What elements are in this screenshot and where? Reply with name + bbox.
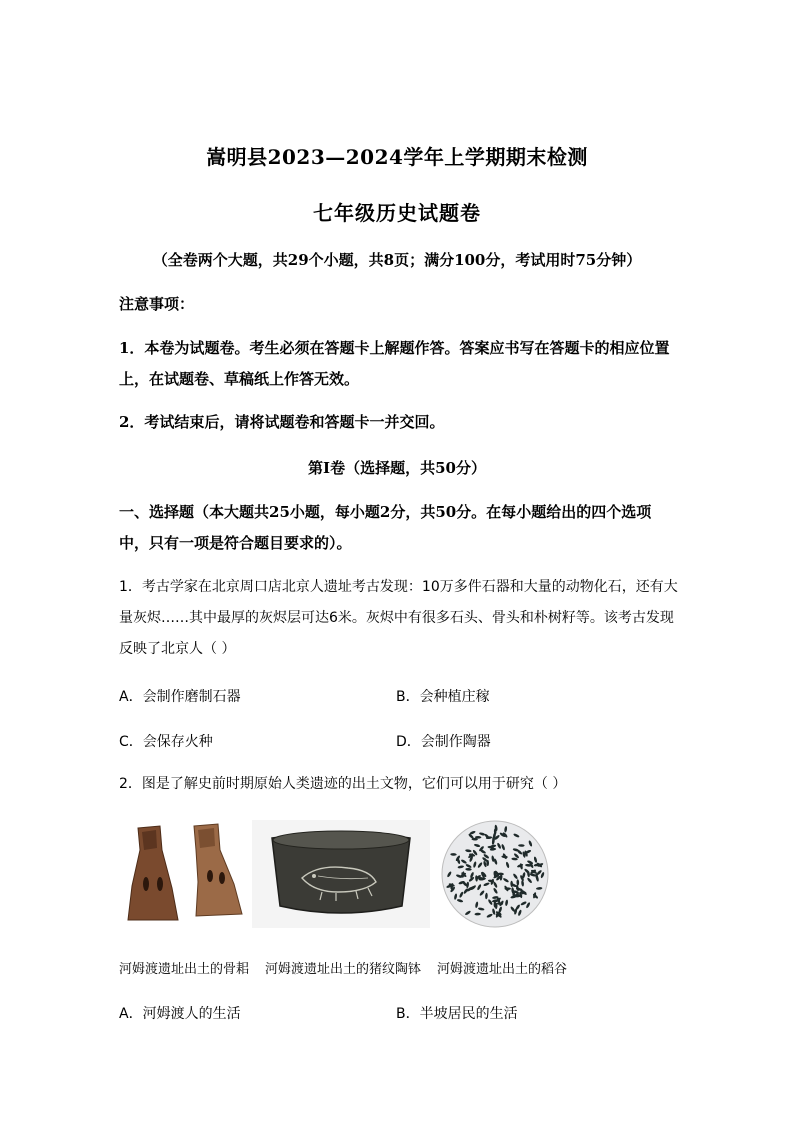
question-1-option-c: C．会保存火种 [119, 734, 213, 750]
rice-grains-image [432, 820, 558, 928]
section-title: 第Ⅰ卷（选择题，共50分） [308, 459, 486, 477]
question-1-option-b: B．会种植庄稼 [396, 689, 490, 705]
caption-pig-pottery: 河姆渡遗址出土的猪纹陶钵 [265, 962, 422, 977]
question-1-option-a: A．会制作磨制石器 [119, 689, 241, 705]
question-2-option-a: A．河姆渡人的生活 [119, 1006, 241, 1022]
exam-info: （全卷两个大题，共29个小题，共8页；满分100分，考试用时75分钟） [152, 251, 642, 269]
notes-heading: 注意事项： [119, 295, 195, 313]
caption-bone-spade: 河姆渡遗址出土的骨耜 [119, 962, 250, 977]
question-1-option-d: D．会制作陶器 [396, 734, 491, 750]
note-item-2: 2．考试结束后，请将试题卷和答题卡一并交回。 [119, 413, 445, 431]
caption-rice-grains: 河姆渡遗址出土的稻谷 [437, 962, 568, 977]
exam-subtitle: 七年级历史试题卷 [313, 201, 481, 225]
section-instruction: 一、选择题（本大题共25小题，每小题2分，共50分。在每小题给出的四个选项中，只有一项是符合题目要求的）。 [119, 503, 652, 552]
question-1-stem: 1．考古学家在北京周口店北京人遗址考古发现：10万多件石器和大量的动物化石，还有大量灰烬……其中最厚的灰烬层可达6米。灰烬中有很多石头、骨头和朴树籽等。该考古发现反映了北京人（ ） [119, 579, 678, 657]
note-item-1: 1．本卷为试题卷。考生必须在答题卡上解题作答。答案应书写在答题卡的相应位置上，在试题卷、草稿纸上作答无效。 [119, 339, 670, 388]
rice-grain [512, 891, 515, 897]
question-2-option-b: B．半坡居民的生活 [396, 1006, 518, 1022]
figure-captions [119, 958, 567, 977]
question-2-stem: 2．图是了解史前时期原始人类遗迹的出土文物，它们可以用于研究（ ） [119, 776, 567, 792]
exam-title: 嵩明县2023—2024学年上学期期末检测 [206, 145, 588, 169]
pig-pottery-image [252, 820, 430, 928]
bone-spade-image [120, 820, 248, 928]
